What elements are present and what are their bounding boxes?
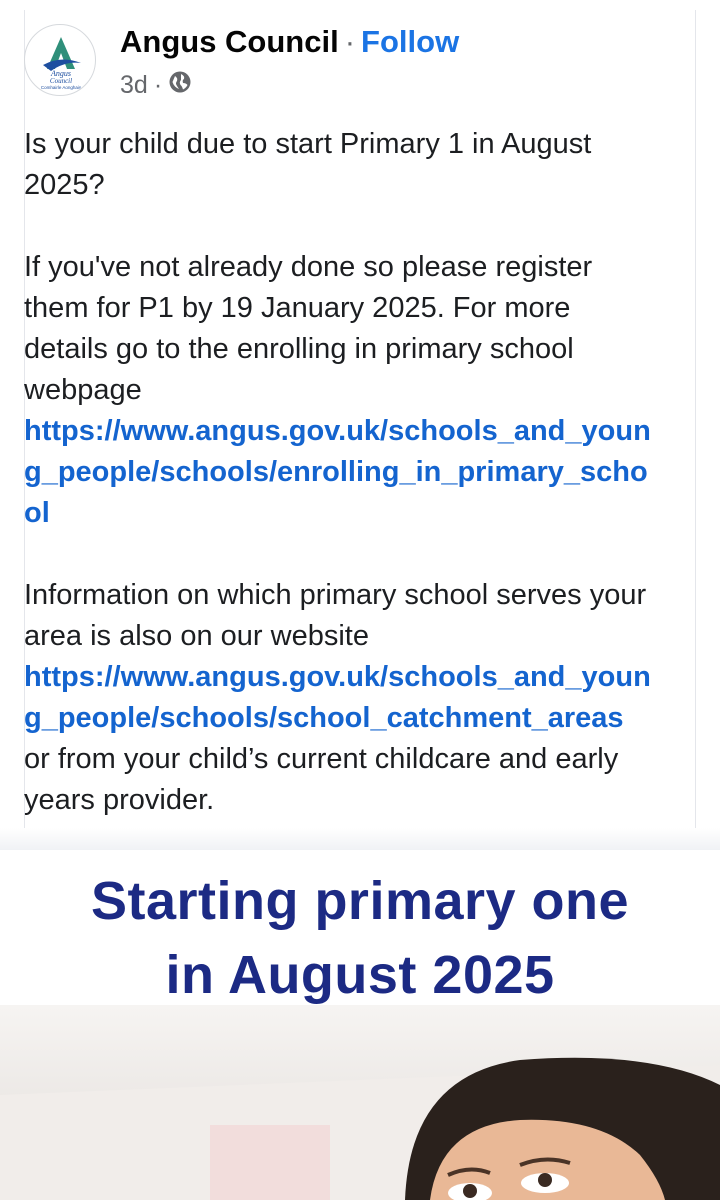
page-name[interactable]: Angus Council <box>120 24 339 59</box>
post-paragraph-2 <box>24 247 654 534</box>
angus-council-logo <box>25 25 96 96</box>
follow-button[interactable]: Follow <box>361 24 460 59</box>
image-title-line-2: in August 2025 <box>165 945 555 1005</box>
meta-separator: · <box>153 71 163 99</box>
paragraph-3-tail: or from your child’s current childcare and early years provider. <box>24 743 619 816</box>
image-title <box>0 864 720 1012</box>
catchment-link[interactable]: https://www.angus.gov.uk/schools_and_young_people/schools/school_catchment_areas <box>24 661 651 734</box>
post-meta <box>120 70 192 101</box>
post-time[interactable]: 3d <box>120 71 148 99</box>
post-divider <box>0 828 720 850</box>
logo-text-top: Angus <box>51 69 71 78</box>
post-paragraph-3 <box>24 575 654 821</box>
globe-icon[interactable] <box>168 70 192 101</box>
child-illustration <box>0 1005 720 1200</box>
page-avatar[interactable] <box>24 24 96 96</box>
child-photo <box>0 1005 720 1200</box>
logo-text-bottom: Comhairle Aonghais <box>40 85 82 90</box>
logo-text-mid: Council <box>49 77 73 85</box>
post-image[interactable] <box>0 850 720 1200</box>
page-name-line <box>120 24 459 60</box>
enrolling-link[interactable]: https://www.angus.gov.uk/schools_and_young_people/schools/enrolling_in_primary_school <box>24 415 651 529</box>
post-body <box>24 124 654 821</box>
paragraph-2-text: If you've not already done so please register them for P1 by 19 January 2025. For more details go to the enrolling in primary school webpage <box>24 251 593 406</box>
post-header <box>24 24 664 104</box>
name-separator: · <box>344 24 356 59</box>
post-paragraph-1: Is your child due to start Primary 1 in August 2025? <box>24 128 592 201</box>
image-title-line-1: Starting primary one <box>90 871 630 931</box>
paragraph-3-text: Information on which primary school serves your area is also on our website <box>24 579 647 652</box>
